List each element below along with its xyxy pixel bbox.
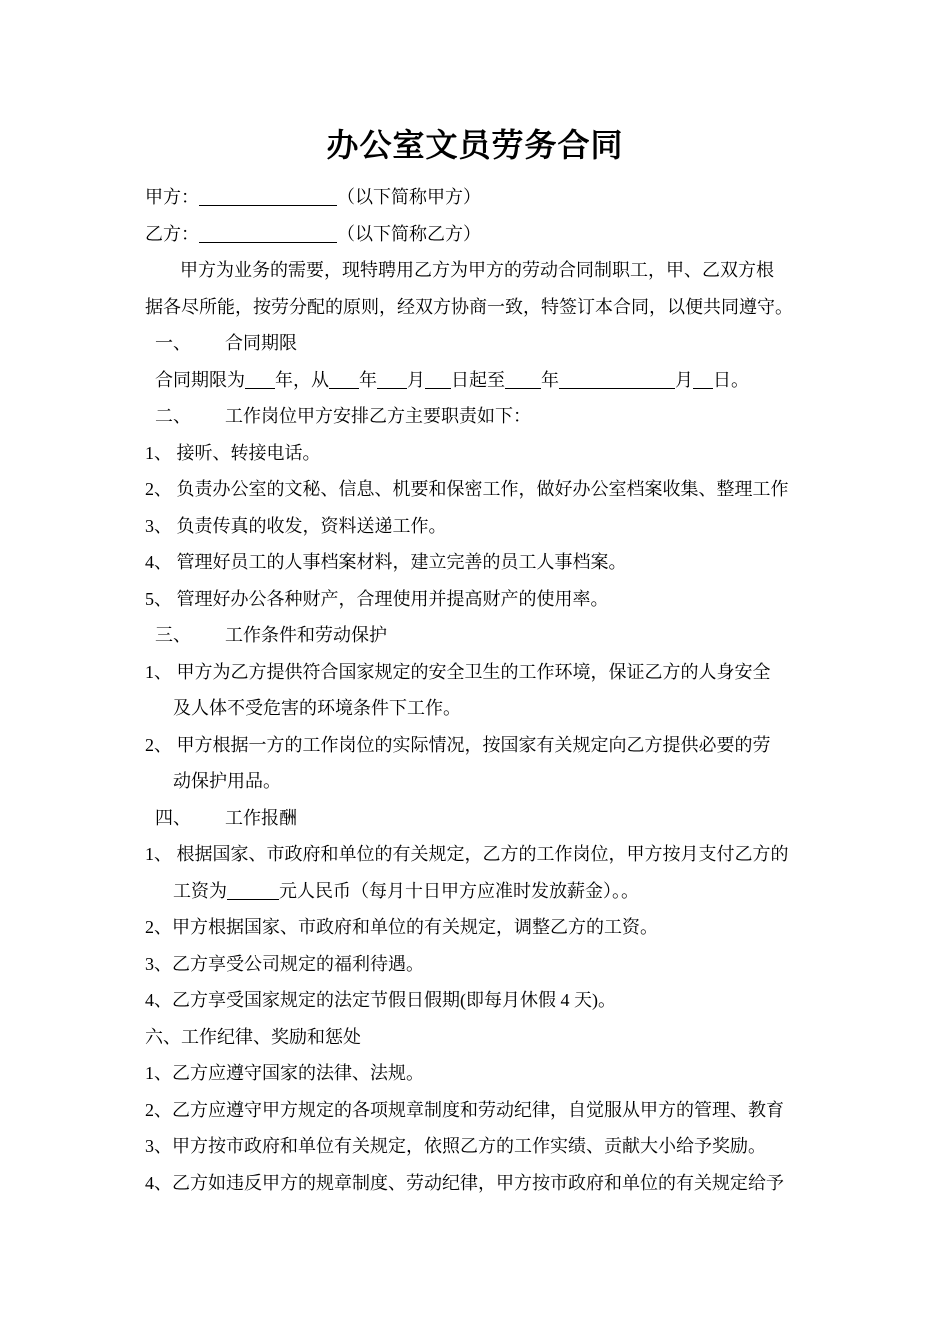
party-a-blank[interactable] (199, 185, 337, 206)
section-number: 三、 (155, 625, 191, 645)
term-text: 月 (407, 369, 425, 390)
duty-item: 2、 负责办公室的文秘、信息、机要和保密工作，做好办公室档案收集、整理工作 (145, 479, 789, 499)
term-blank[interactable] (329, 368, 359, 389)
party-b-note: （以下简称乙方） (337, 223, 481, 244)
section-number: 二、 (155, 406, 191, 426)
term-blank[interactable] (559, 368, 675, 389)
duty-item: 1、 接听、转接电话。 (145, 442, 321, 463)
party-b-blank[interactable] (199, 222, 337, 243)
section-heading (145, 398, 810, 435)
term-blank[interactable] (693, 368, 713, 389)
document-title: 办公室文员劳务合同 (326, 127, 624, 163)
section-title: 合同期限 (225, 333, 297, 353)
pay-item-cont (145, 873, 810, 910)
section-heading (145, 617, 810, 654)
section-number: 四、 (155, 807, 191, 828)
condition-item: 1、 甲方为乙方提供符合国家规定的安全卫生的工作环境，保证乙方的人身安全 (145, 661, 771, 682)
party-a-line (145, 179, 810, 216)
section-title: 工作报酬 (225, 807, 297, 828)
pay-item: 1、 根据国家、市政府和单位的有关规定，乙方的工作岗位，甲方按月支付乙方的 (145, 844, 789, 864)
term-line (145, 362, 810, 399)
pay-text: 工资为 (173, 880, 227, 901)
pay-item: 3、乙方享受公司规定的福利待遇。 (145, 953, 424, 974)
term-blank[interactable] (425, 368, 451, 389)
party-a-note: （以下简称甲方） (337, 187, 481, 207)
term-blank[interactable] (505, 368, 541, 389)
term-text: 年，从 (275, 369, 329, 390)
discipline-item: 2、乙方应遵守甲方规定的各项规章制度和劳动纪律，自觉服从甲方的管理、教育 (145, 1099, 784, 1120)
duty-item: 4、 管理好员工的人事档案材料，建立完善的员工人事档案。 (145, 552, 627, 572)
discipline-item: 1、乙方应遵守国家的法律、法规。 (145, 1063, 424, 1083)
section-heading (145, 800, 810, 837)
party-a-label: 甲方： (145, 187, 199, 207)
section-heading (145, 325, 810, 362)
term-text: 年 (359, 369, 377, 390)
section-number: 一、 (155, 333, 191, 353)
intro-line: 甲方为业务的需要，现特聘用乙方为甲方的劳动合同制职工，甲、乙双方根 (180, 260, 774, 280)
duty-item: 5、 管理好办公各种财产，合理使用并提高财产的使用率。 (145, 588, 609, 609)
condition-item-cont: 及人体不受危害的环境条件下工作。 (173, 698, 461, 718)
term-blank[interactable] (245, 368, 275, 389)
term-blank[interactable] (377, 368, 407, 389)
pay-text: 元人民币（每月十日甲方应准时发放薪金）。。 (279, 880, 639, 901)
pay-item: 2、甲方根据国家、市政府和单位的有关规定，调整乙方的工资。 (145, 917, 658, 937)
section-title: 工作岗位甲方安排乙方主要职责如下： (225, 406, 531, 426)
pay-item: 4、乙方享受国家规定的法定节假日假期(即每月休假 4 天)。 (145, 990, 616, 1010)
discipline-item: 3、甲方按市政府和单位有关规定，依照乙方的工作实绩、贡献大小给予奖励。 (145, 1136, 766, 1156)
term-text: 日起至 (451, 369, 505, 390)
duty-item: 3、 负责传真的收发，资料送递工作。 (145, 515, 447, 536)
discipline-item: 4、乙方如违反甲方的规章制度、劳动纪律，甲方按市政府和单位的有关规定给予 (145, 1172, 784, 1193)
party-b-label: 乙方： (145, 223, 199, 244)
section-heading: 六、工作纪律、奖励和惩处 (145, 1026, 361, 1047)
salary-blank[interactable] (227, 879, 279, 900)
term-text: 年 (541, 369, 559, 390)
term-text: 日。 (713, 369, 749, 390)
party-b-line (145, 216, 810, 253)
contract-body (145, 179, 810, 1201)
term-text: 合同期限为 (155, 369, 245, 390)
term-text: 月 (675, 369, 693, 390)
intro-line: 据各尽所能，按劳分配的原则，经双方协商一致，特签订本合同，以便共同遵守。 (145, 296, 793, 317)
condition-item: 2、 甲方根据一方的工作岗位的实际情况，按国家有关规定向乙方提供必要的劳 (145, 734, 771, 755)
condition-item-cont: 动保护用品。 (173, 771, 281, 791)
section-title: 工作条件和劳动保护 (225, 625, 387, 645)
